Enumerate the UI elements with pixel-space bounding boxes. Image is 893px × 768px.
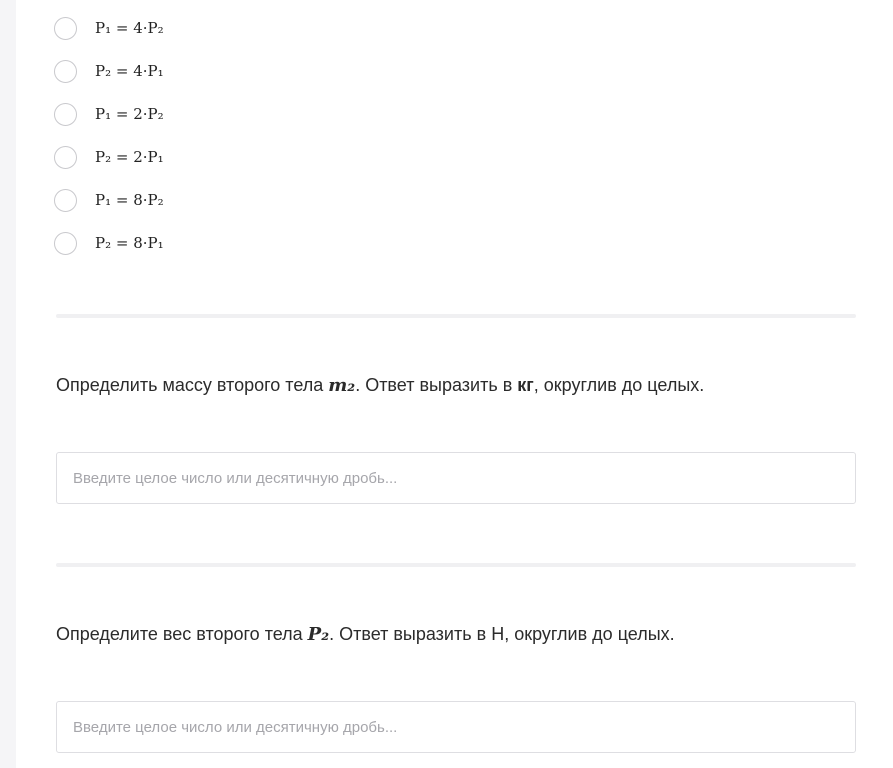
section-divider — [56, 314, 856, 318]
radio-button[interactable] — [54, 232, 77, 255]
option-6[interactable] — [54, 230, 164, 256]
weight-answer-input[interactable] — [56, 701, 856, 753]
unit-n: Н — [491, 624, 505, 644]
option-4[interactable] — [54, 144, 164, 170]
option-formula: P₁ = 2·P₂ — [95, 105, 164, 123]
question-weight: Определите вес второго тела P₂. Ответ выразить в Н, округлив до целых. — [56, 624, 675, 645]
radio-button[interactable] — [54, 60, 77, 83]
mass-answer-input[interactable] — [56, 452, 856, 504]
radio-button[interactable] — [54, 146, 77, 169]
option-2[interactable] — [54, 58, 164, 84]
option-1[interactable] — [54, 15, 164, 41]
section-divider — [56, 563, 856, 567]
option-formula: P₂ = 2·P₁ — [95, 148, 164, 166]
radio-button[interactable] — [54, 189, 77, 212]
radio-button[interactable] — [54, 103, 77, 126]
option-formula: P₂ = 8·P₁ — [95, 234, 164, 252]
option-3[interactable] — [54, 101, 164, 127]
quiz-page — [16, 0, 893, 768]
math-m2: m₂ — [328, 375, 356, 396]
option-5[interactable] — [54, 187, 164, 213]
option-formula: P₁ = 8·P₂ — [95, 191, 164, 209]
math-p2: P₂ — [307, 624, 330, 645]
option-formula: P₂ = 4·P₁ — [95, 62, 164, 80]
question-mass: Определить массу второго тела m₂. Ответ выразить в кг, округлив до целых. — [56, 375, 705, 396]
radio-button[interactable] — [54, 17, 77, 40]
option-formula: P₁ = 4·P₂ — [95, 19, 164, 37]
unit-kg: кг — [517, 375, 534, 395]
